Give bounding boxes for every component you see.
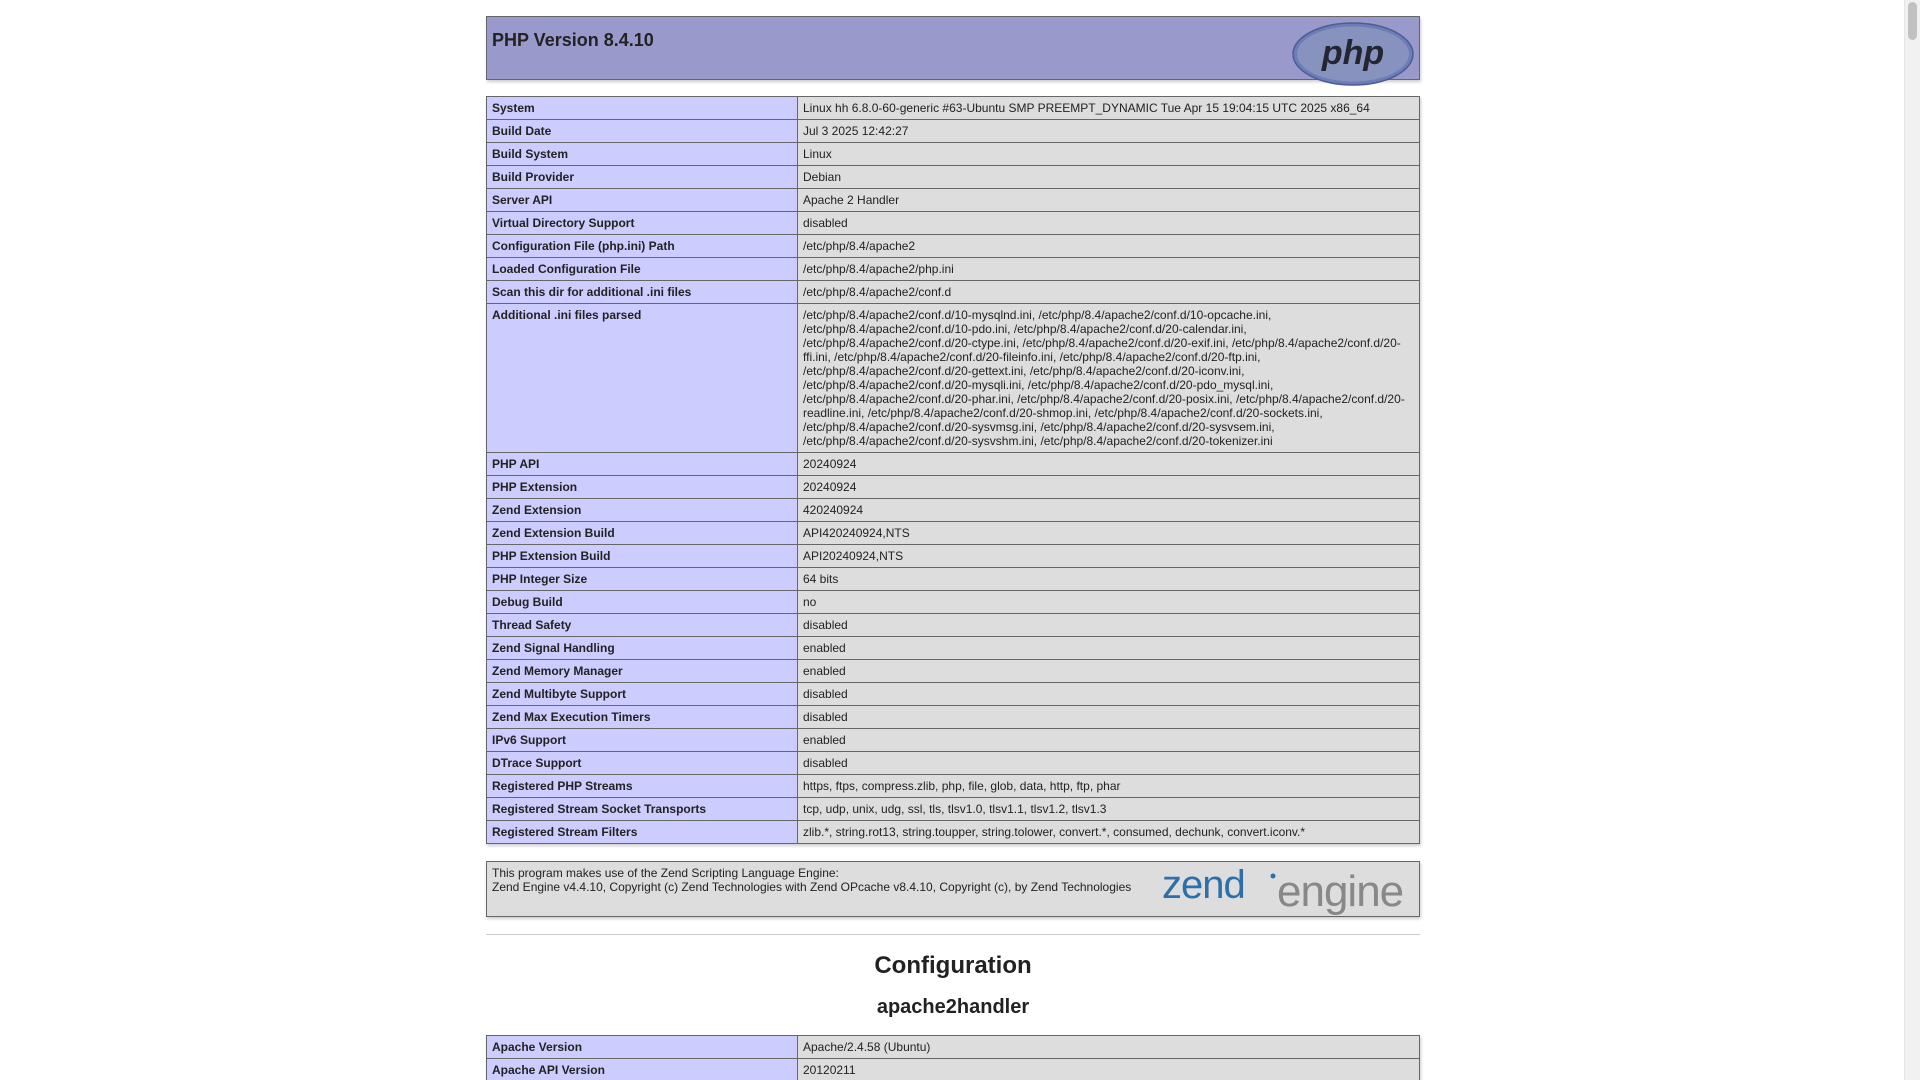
row-value: API20240924,NTS xyxy=(798,545,1420,568)
zend-engine-text-line1: This program makes use of the Zend Scripting Language Engine: xyxy=(492,866,839,880)
row-value: disabled xyxy=(798,683,1420,706)
row-key: Additional .ini files parsed xyxy=(487,304,798,453)
row-key: Server API xyxy=(487,189,798,212)
row-value: disabled xyxy=(798,614,1420,637)
row-value: enabled xyxy=(798,637,1420,660)
row-value: Jul 3 2025 12:42:27 xyxy=(798,120,1420,143)
row-key: Registered Stream Filters xyxy=(487,821,798,844)
table-row xyxy=(487,304,1420,453)
row-value: Apache 2 Handler xyxy=(798,189,1420,212)
table-row xyxy=(487,212,1420,235)
table-row xyxy=(487,545,1420,568)
svg-text:zend: zend xyxy=(1162,866,1245,907)
row-key: DTrace Support xyxy=(487,752,798,775)
row-value: /etc/php/8.4/apache2/conf.d/10-mysqlnd.ini, /etc/php/8.4/apache2/conf.d/10-opcache.ini, /etc/php/8.4/apache2/conf.d/10-pdo.ini, /etc/php/8.4/apache2/conf.d/20-calendar.ini, /etc/php/8.4/apache2/conf.d/20-ctype.ini, /etc/php/8.4/apache2/conf.d/20-exif.ini, /etc/php/8.4/apache2/conf.d/20-ffi.ini, /etc/php/8.4/apache2/conf.d/20-fileinfo.ini, /etc/php/8.4/apache2/conf.d/20-ftp.ini, /etc/php/8.4/apache2/conf.d/20-gettext.ini, /etc/php/8.4/apache2/conf.d/20-iconv.ini, /etc/php/8.4/apache2/conf.d/20-mysqli.ini, /etc/php/8.4/apache2/conf.d/20-pdo_mysql.ini, /etc/php/8.4/apache2/conf.d/20-phar.ini, /etc/php/8.4/apache2/conf.d/20-posix.ini, /etc/php/8.4/apache2/conf.d/20-readline.ini, /etc/php/8.4/apache2/conf.d/20-shmop.ini, /etc/php/8.4/apache2/conf.d/20-sockets.ini, /etc/php/8.4/apache2/conf.d/20-sysvmsg.ini, /etc/php/8.4/apache2/conf.d/20-sysvsem.ini, /etc/php/8.4/apache2/conf.d/20-sysvshm.ini, /etc/php/8.4/apache2/conf.d/20-tokenizer.ini xyxy=(798,304,1420,453)
apache2handler-table xyxy=(486,1035,1420,1080)
row-value: 420240924 xyxy=(798,499,1420,522)
table-row xyxy=(487,522,1420,545)
row-key: Apache API Version xyxy=(487,1059,798,1080)
table-row xyxy=(487,775,1420,798)
row-key: Zend Signal Handling xyxy=(487,637,798,660)
zend-engine-logo-icon[interactable] xyxy=(1162,866,1414,916)
row-key: Zend Extension xyxy=(487,499,798,522)
row-value: enabled xyxy=(798,660,1420,683)
row-key: Build System xyxy=(487,143,798,166)
row-value: tcp, udp, unix, udg, ssl, tls, tlsv1.0, tlsv1.1, tlsv1.2, tlsv1.3 xyxy=(798,798,1420,821)
svg-text:php: php xyxy=(1321,34,1385,72)
general-info-table xyxy=(486,96,1420,844)
row-key: Virtual Directory Support xyxy=(487,212,798,235)
phpinfo-content xyxy=(486,16,1420,1080)
table-row xyxy=(487,637,1420,660)
row-value: enabled xyxy=(798,729,1420,752)
row-key: System xyxy=(487,97,798,120)
row-key: Configuration File (php.ini) Path xyxy=(487,235,798,258)
table-row xyxy=(487,143,1420,166)
table-row xyxy=(487,476,1420,499)
table-row xyxy=(487,729,1420,752)
row-value: 20120211 xyxy=(798,1059,1420,1080)
row-key: Debug Build xyxy=(487,591,798,614)
zend-engine-text-line2: Zend Engine v4.4.10, Copyright (c) Zend Technologies with Zend OPcache v8.4.10, Copyright (c), by Zend Technologies xyxy=(492,880,1132,894)
row-value: Apache/2.4.58 (Ubuntu) xyxy=(798,1036,1420,1059)
table-row xyxy=(487,189,1420,212)
row-value: https, ftps, compress.zlib, php, file, glob, data, http, ftp, phar xyxy=(798,775,1420,798)
table-row xyxy=(487,752,1420,775)
row-key: Zend Memory Manager xyxy=(487,660,798,683)
module-heading-apache2handler[interactable]: apache2handler xyxy=(876,996,1030,1018)
vertical-scrollbar[interactable] xyxy=(1904,0,1920,1080)
row-key: Scan this dir for additional .ini files xyxy=(487,281,798,304)
table-row xyxy=(487,120,1420,143)
row-value: disabled xyxy=(798,212,1420,235)
row-key: Zend Max Execution Timers xyxy=(487,706,798,729)
row-value: /etc/php/8.4/apache2 xyxy=(798,235,1420,258)
table-row xyxy=(487,591,1420,614)
row-key: PHP Integer Size xyxy=(487,568,798,591)
row-key: Registered PHP Streams xyxy=(487,775,798,798)
table-row xyxy=(487,568,1420,591)
table-row xyxy=(487,660,1420,683)
table-row xyxy=(487,614,1420,637)
row-key: IPv6 Support xyxy=(487,729,798,752)
scrollbar-thumb[interactable] xyxy=(1908,2,1917,40)
table-row xyxy=(487,166,1420,189)
svg-text:engine: engine xyxy=(1277,867,1404,916)
table-row xyxy=(487,499,1420,522)
table-row xyxy=(487,258,1420,281)
row-value: 20240924 xyxy=(798,453,1420,476)
row-value: disabled xyxy=(798,752,1420,775)
table-row xyxy=(487,235,1420,258)
row-value: 20240924 xyxy=(798,476,1420,499)
table-row xyxy=(487,798,1420,821)
row-value: disabled xyxy=(798,706,1420,729)
php-version-title: PHP Version 8.4.10 xyxy=(492,30,654,50)
row-value: /etc/php/8.4/apache2/php.ini xyxy=(798,258,1420,281)
table-row xyxy=(487,683,1420,706)
section-divider xyxy=(486,934,1420,936)
table-row xyxy=(487,453,1420,476)
zend-engine-info xyxy=(486,861,1420,917)
table-row xyxy=(487,706,1420,729)
row-key: PHP API xyxy=(487,453,798,476)
table-row xyxy=(487,281,1420,304)
row-key: Zend Multibyte Support xyxy=(487,683,798,706)
row-value: 64 bits xyxy=(798,568,1420,591)
row-key: Loaded Configuration File xyxy=(487,258,798,281)
php-header xyxy=(486,16,1420,80)
row-key: Apache Version xyxy=(487,1036,798,1059)
row-key: PHP Extension xyxy=(487,476,798,499)
table-row xyxy=(487,1036,1420,1059)
configuration-heading: Configuration xyxy=(874,952,1032,979)
row-key: Build Provider xyxy=(487,166,798,189)
table-row xyxy=(487,821,1420,844)
row-key: Registered Stream Socket Transports xyxy=(487,798,798,821)
row-value: /etc/php/8.4/apache2/conf.d xyxy=(798,281,1420,304)
row-key: Thread Safety xyxy=(487,614,798,637)
row-value: API420240924,NTS xyxy=(798,522,1420,545)
row-key: Build Date xyxy=(487,120,798,143)
row-key: PHP Extension Build xyxy=(487,545,798,568)
row-key: Zend Extension Build xyxy=(487,522,798,545)
row-value: Debian xyxy=(798,166,1420,189)
table-row xyxy=(487,1059,1420,1080)
row-value: no xyxy=(798,591,1420,614)
row-value: Linux xyxy=(798,143,1420,166)
table-row xyxy=(487,97,1420,120)
php-logo-icon[interactable] xyxy=(1292,22,1414,86)
row-value: Linux hh 6.8.0-60-generic #63-Ubuntu SMP PREEMPT_DYNAMIC Tue Apr 15 19:04:15 UTC 2025 x86_64 xyxy=(798,97,1420,120)
row-value: zlib.*, string.rot13, string.toupper, string.tolower, convert.*, consumed, dechunk, convert.iconv.* xyxy=(798,821,1420,844)
